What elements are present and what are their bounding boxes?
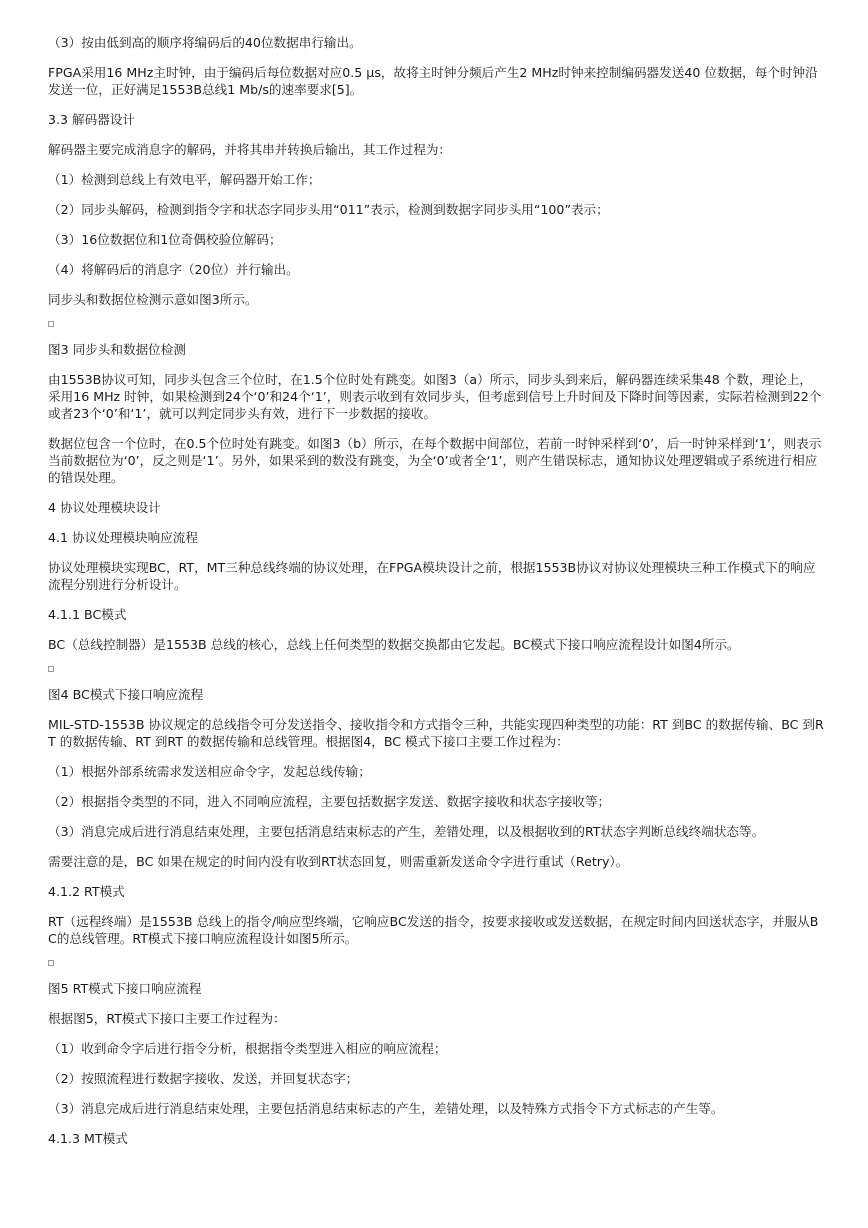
list-item: （2）同步头解码，检测到指令字和状态字同步头用“011”表示，检测到数据字同步头用“100”表示； [48, 202, 609, 217]
broken-image-icon [48, 960, 54, 966]
list-item: （1）根据外部系统需求发送相应命令字，发起总线传输； [48, 764, 371, 779]
paragraph: 协议处理模块实现BC，RT，MT三种总线终端的协议处理，在FPGA模块设计之前，根据1553B协议对协议处理模块三种工作模式下的响应流程分别进行分析设计。 [48, 560, 816, 592]
figure-caption: 图5 RT模式下接口响应流程 [48, 981, 202, 996]
subsection-heading: 4.1 协议处理模块响应流程 [48, 530, 198, 545]
paragraph: 由1553B协议可知，同步头包含三个位时，在1.5个位时处有跳变。如图3（a）所示，同步头到来后，解码器连续采集48 个数，理论上，采用16 MHz 时钟，如果检测到24个‘0’和24个‘1’，则表示收到有效同步头，但考虑到信号上升时间及下降时间等因素，实际若检测到22个或者23个‘0’和‘1’，就可以判定同步头有效，进行下一步数据的接收。 [48, 372, 822, 421]
paragraph: 需要注意的是，BC 如果在规定的时间内没有收到RT状态回复，则需重新发送命令字进行重试（Retry）。 [48, 854, 629, 869]
list-item: （2）按照流程进行数据字接收、发送，并回复状态字； [48, 1071, 359, 1086]
list-item: （3）按由低到高的顺序将编码后的40位数据串行输出。 [48, 35, 362, 50]
paragraph: 根据图5，RT模式下接口主要工作过程为： [48, 1011, 286, 1026]
subsection-heading: 4.1.1 BC模式 [48, 607, 127, 622]
section-heading: 3.3 解码器设计 [48, 112, 136, 127]
list-item: （4）将解码后的消息字（20位）并行输出。 [48, 262, 299, 277]
paragraph: BC（总线控制器）是1553B 总线的核心，总线上任何类型的数据交换都由它发起。BC模式下接口响应流程设计如图4所示。 [48, 637, 740, 652]
figure-caption: 图3 同步头和数据位检测 [48, 342, 186, 357]
section-heading: 4 协议处理模块设计 [48, 500, 161, 515]
list-item: （1）收到命令字后进行指令分析，根据指令类型进入相应的响应流程； [48, 1041, 447, 1056]
subsection-heading: 4.1.3 MT模式 [48, 1131, 128, 1146]
list-item: （2）根据指令类型的不同，进入不同响应流程，主要包括数据字发送、数据字接收和状态字接收等； [48, 794, 611, 809]
broken-image-icon [48, 321, 54, 327]
paragraph: 同步头和数据位检测示意如图3所示。 [48, 292, 258, 307]
paragraph: FPGA采用16 MHz主时钟，由于编码后每位数据对应0.5 μs，故将主时钟分频后产生2 MHz时钟来控制编码器发送40 位数据，每个时钟沿发送一位，正好满足1553B总线1 Mb/s的速率要求[5]。 [48, 65, 818, 97]
list-item: （3）消息完成后进行消息结束处理，主要包括消息结束标志的产生，差错处理，以及特殊方式指令下方式标志的产生等。 [48, 1101, 724, 1116]
paragraph: RT（远程终端）是1553B 总线上的指令/响应型终端，它响应BC发送的指令，按要求接收或发送数据，在规定时间内回送状态字，并服从BC的总线管理。RT模式下接口响应流程设计如图5所示。 [48, 914, 819, 946]
list-item: （3）16位数据位和1位奇偶校验位解码； [48, 232, 282, 247]
paragraph: 解码器主要完成消息字的解码，并将其串并转换后输出，其工作过程为： [48, 142, 451, 157]
broken-image-icon [48, 666, 54, 672]
paragraph: MIL-STD-1553B 协议规定的总线指令可分发送指令、接收指令和方式指令三种，共能实现四种类型的功能：RT 到BC 的数据传输、BC 到RT 的数据传输、RT 到RT 的数据传输和总线管理。根据图4，BC 模式下接口主要工作过程为： [48, 717, 824, 749]
figure-caption: 图4 BC模式下接口响应流程 [48, 687, 204, 702]
list-item: （1）检测到总线上有效电平，解码器开始工作； [48, 172, 321, 187]
list-item: （3）消息完成后进行消息结束处理，主要包括消息结束标志的产生，差错处理，以及根据收到的RT状态字判断总线终端状态等。 [48, 824, 765, 839]
subsection-heading: 4.1.2 RT模式 [48, 884, 125, 899]
paragraph: 数据位包含一个位时，在0.5个位时处有跳变。如图3（b）所示，在每个数据中间部位，若前一时钟采样到‘0’，后一时钟采样到‘1’，则表示当前数据位为‘0’，反之则是‘1’。另外，如果采到的数没有跳变，为全‘0’或者全‘1’，则产生错误标志，通知协议处理逻辑或子系统进行相应的错误处理。 [48, 436, 822, 485]
